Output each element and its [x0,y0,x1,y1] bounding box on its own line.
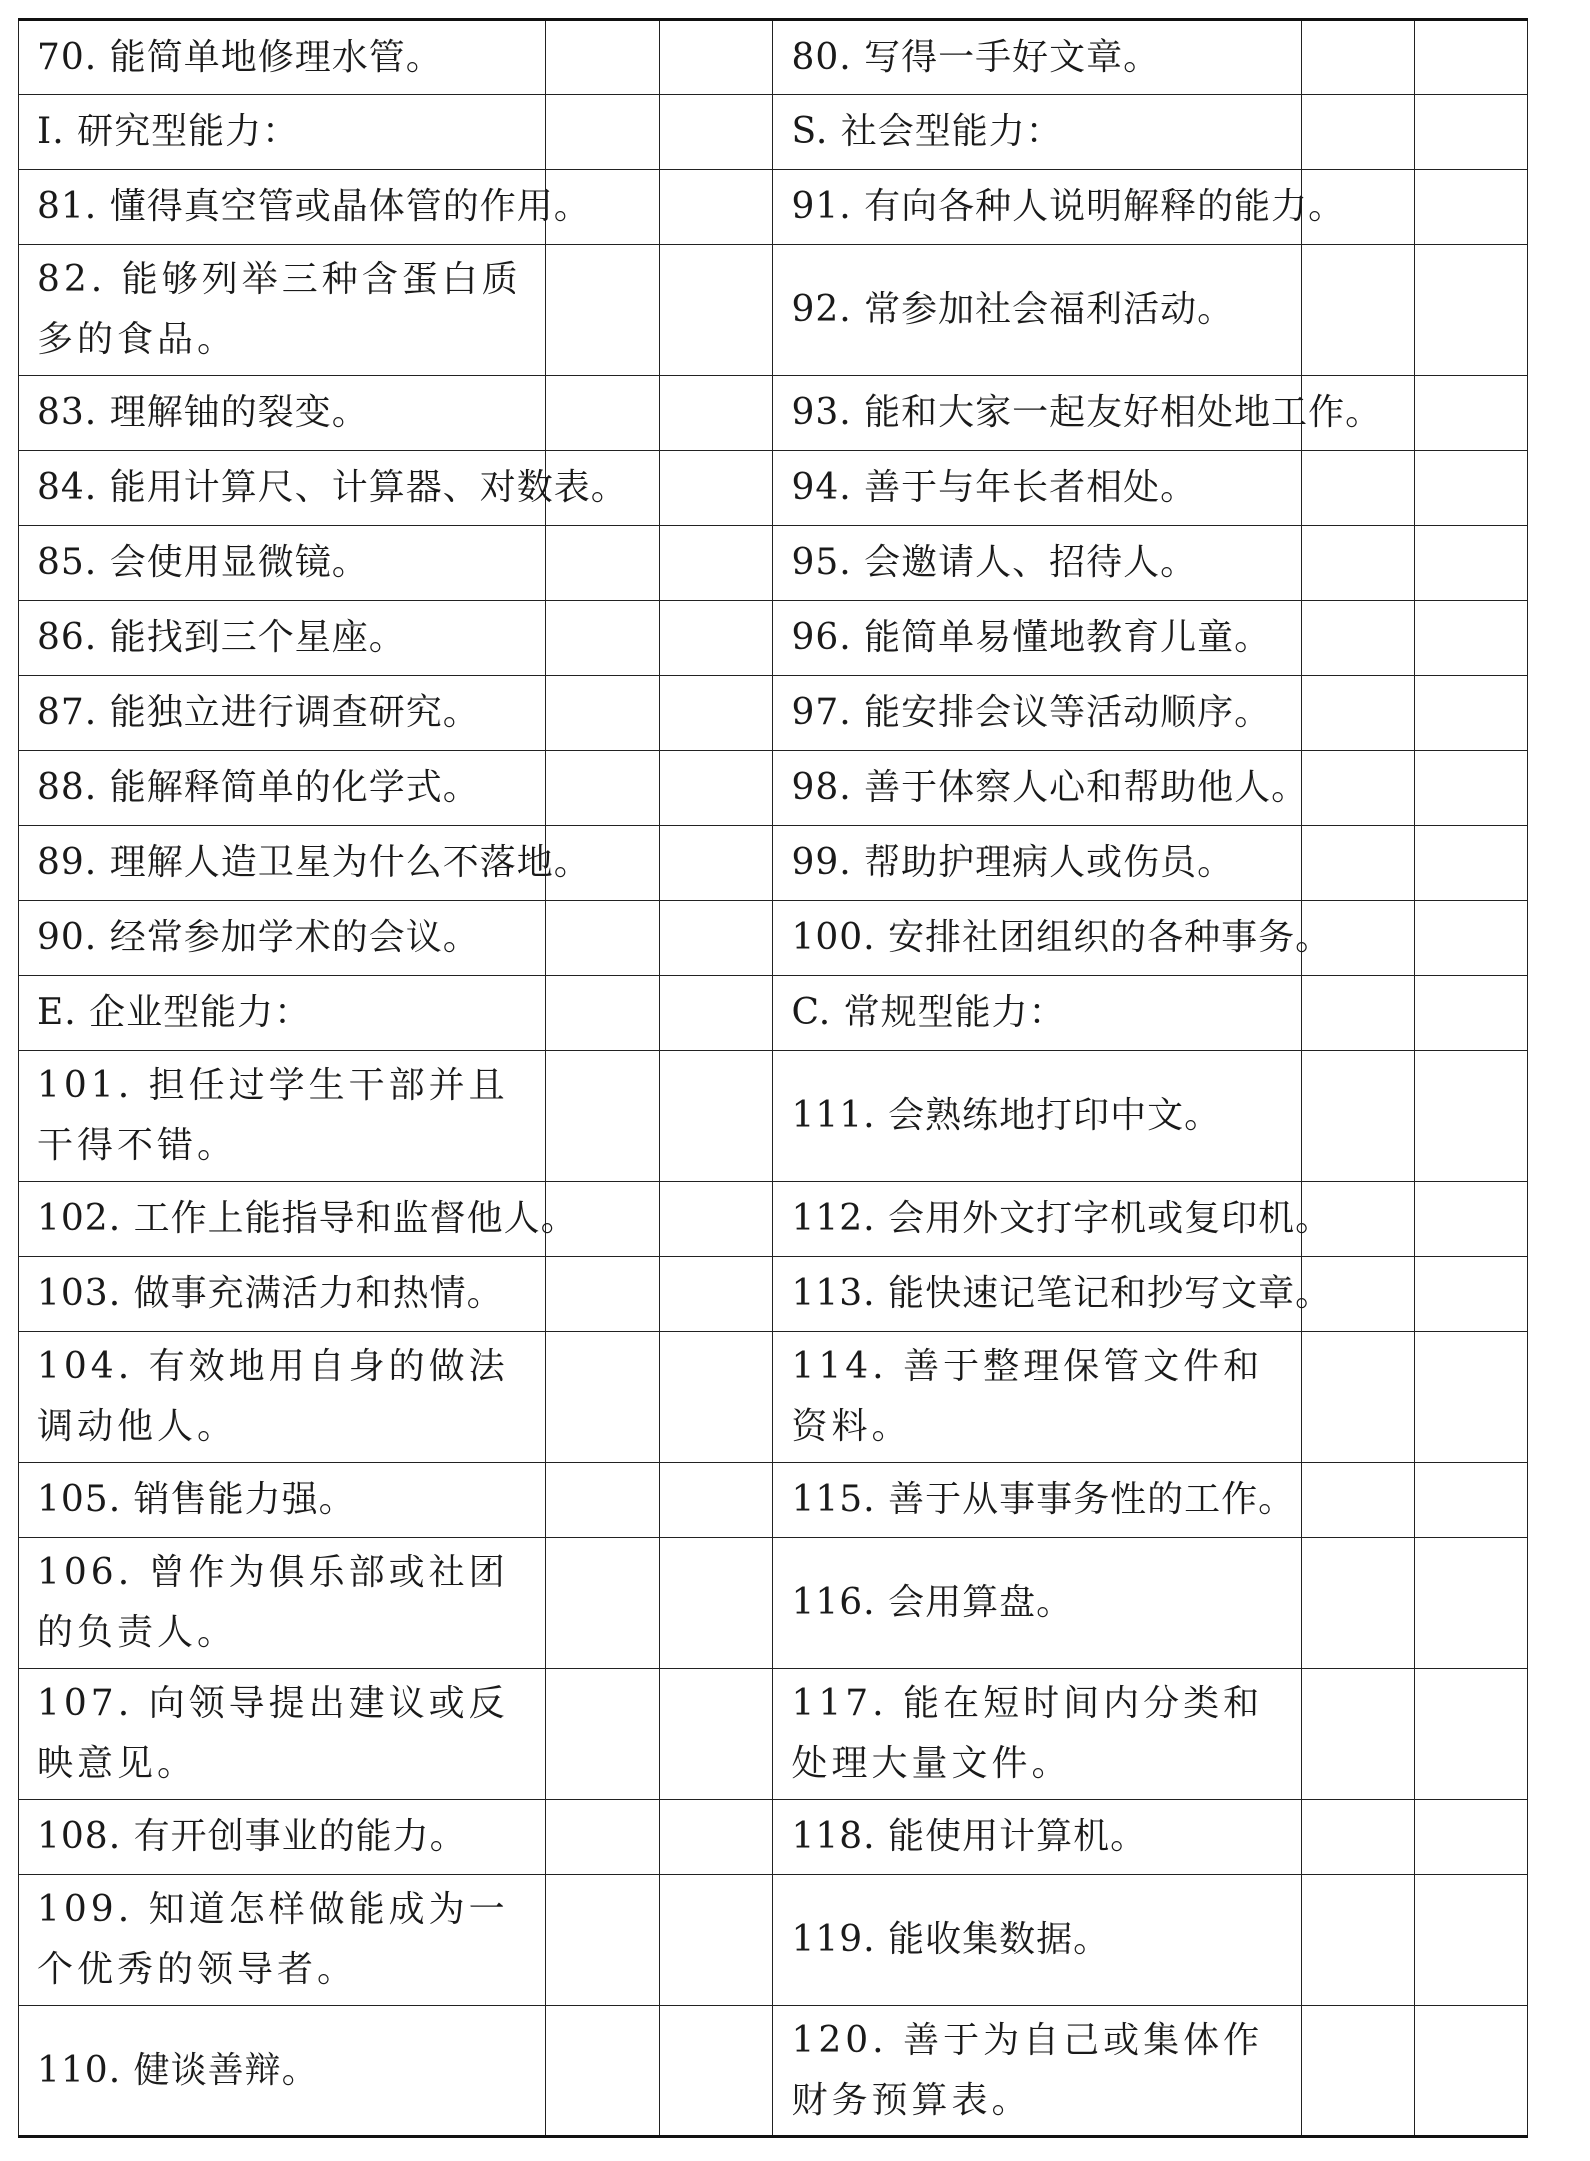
item-label: 107. 向领导提出建议或反映意见。 [37,1683,509,1784]
answer-box-left-2[interactable] [660,1875,773,2006]
answer-box-right-1[interactable] [1301,20,1414,95]
item-text-left [19,376,546,451]
section-header-row [19,976,1528,1051]
table-row [19,1875,1528,2006]
answer-box-left-1[interactable] [546,526,660,601]
item-label: 83. 理解铀的裂变。 [37,392,369,433]
item-label: 96. 能简单易懂地教育儿童。 [791,617,1272,658]
item-text-left [19,1669,546,1800]
answer-box-right-2[interactable] [1414,901,1527,976]
answer-box-right-1[interactable] [1301,1875,1414,2006]
table-row [19,1182,1528,1257]
item-label: 99. 帮助护理病人或伤员。 [791,842,1235,883]
answer-box-left-1[interactable] [546,2006,660,2137]
answer-box-left-2 [660,95,773,170]
answer-box-right-1[interactable] [1301,1051,1414,1182]
answer-box-left-2[interactable] [660,1463,773,1538]
answer-box-left-2[interactable] [660,1182,773,1257]
answer-box-left-2[interactable] [660,170,773,245]
answer-box-left-1[interactable] [546,901,660,976]
item-label: 95. 会邀请人、招待人。 [791,542,1198,583]
item-label: 92. 常参加社会福利活动。 [791,289,1235,330]
section-label: I. 研究型能力： [37,111,300,152]
table-row [19,20,1528,95]
item-label: 110. 健谈善辩。 [37,2049,319,2091]
item-label: 102. 工作上能指导和监督他人。 [37,1198,578,1239]
answer-box-right-1[interactable] [1301,1800,1414,1875]
item-label: 118. 能使用计算机。 [791,1816,1148,1857]
table-row [19,1257,1528,1332]
table-row [19,1538,1528,1669]
item-text-left [19,1463,546,1538]
answer-box-right-1[interactable] [1301,1463,1414,1538]
answer-box-left-2[interactable] [660,1669,773,1800]
section-title-left [19,95,546,170]
table-row [19,2006,1528,2137]
item-label: 116. 会用算盘。 [791,1582,1074,1623]
table-row [19,1800,1528,1875]
answer-box-left-2[interactable] [660,526,773,601]
table-row [19,901,1528,976]
item-label: 120. 善于为自己或集体作财务预算表。 [791,2019,1264,2121]
table-row [19,170,1528,245]
section-label: C. 常规型能力： [791,992,1066,1033]
item-label: 101. 担任过学生干部并且干得不错。 [37,1065,509,1166]
item-text-right [773,1257,1333,1332]
ability-checklist-table [18,18,1528,2138]
table-row [19,1669,1528,1800]
item-text-right [773,526,1301,601]
item-text-right [773,601,1301,676]
item-text-right [773,901,1333,976]
item-label: 98. 善于体察人心和帮助他人。 [791,767,1309,808]
item-text-left [19,451,628,526]
section-header-row [19,95,1528,170]
item-text-right [773,1669,1301,1800]
item-text-left [19,1182,578,1257]
answer-box-right-1[interactable] [1301,676,1414,751]
section-label: S. 社会型能力： [791,111,1063,152]
answer-box-right-2 [1414,976,1527,1051]
item-label: 85. 会使用显微镜。 [37,542,369,583]
answer-box-right-2[interactable] [1414,1182,1527,1257]
item-label: 97. 能安排会议等活动顺序。 [791,692,1272,733]
item-text-right [773,1463,1301,1538]
answer-box-right-1[interactable] [1301,451,1414,526]
answer-box-left-1 [546,95,660,170]
table-body [19,20,1528,2137]
item-label: 84. 能用计算尺、计算器、对数表。 [37,467,628,508]
answer-box-right-2[interactable] [1414,526,1527,601]
item-text-left [19,1051,546,1182]
answer-box-right-2[interactable] [1414,1669,1527,1800]
item-text-right [773,376,1383,451]
answer-box-right-2[interactable] [1414,1257,1527,1332]
answer-box-right-2[interactable] [1414,601,1527,676]
answer-box-left-1[interactable] [546,751,660,826]
answer-box-right-1[interactable] [1301,2006,1414,2137]
answer-box-right-1[interactable] [1301,601,1414,676]
answer-box-right-2[interactable] [1414,376,1527,451]
item-text-left [19,245,546,376]
item-text-right [773,676,1301,751]
table-row [19,376,1528,451]
item-text-right [773,1182,1333,1257]
item-label: 89. 理解人造卫星为什么不落地。 [37,842,591,883]
item-label: 103. 做事充满活力和热情。 [37,1273,504,1314]
item-text-left [19,526,546,601]
item-label: 111. 会熟练地打印中文。 [791,1095,1222,1136]
answer-box-left-2[interactable] [660,676,773,751]
answer-box-left-2[interactable] [660,245,773,376]
answer-box-right-2[interactable] [1414,20,1527,95]
item-text-left [19,1332,546,1463]
answer-box-right-2[interactable] [1414,676,1527,751]
answer-box-right-2[interactable] [1414,1800,1527,1875]
answer-box-right-1[interactable] [1301,1669,1414,1800]
item-label: 91. 有向各种人说明解释的能力。 [791,186,1346,227]
section-title-right [773,95,1301,170]
answer-box-left-1[interactable] [546,1257,660,1332]
item-label: 90. 经常参加学术的会议。 [37,917,480,958]
item-text-right [773,1800,1301,1875]
table-row [19,751,1528,826]
answer-box-right-2[interactable] [1414,2006,1527,2137]
answer-box-left-1[interactable] [546,376,660,451]
item-label: 106. 曾作为俱乐部或社团的负责人。 [37,1552,509,1653]
item-text-right [773,1051,1301,1182]
item-label: 81. 懂得真空管或晶体管的作用。 [37,186,591,227]
item-label: 87. 能独立进行调查研究。 [37,692,480,733]
table-row [19,526,1528,601]
answer-box-left-1[interactable] [546,245,660,376]
item-text-right [773,245,1301,376]
answer-box-right-2[interactable] [1414,1463,1527,1538]
answer-box-right-1 [1301,976,1414,1051]
answer-box-right-1[interactable] [1301,751,1414,826]
item-text-right [773,20,1301,95]
answer-box-right-1[interactable] [1301,1538,1414,1669]
item-text-left [19,1875,546,2006]
item-label: 108. 有开创事业的能力。 [37,1816,467,1857]
item-label: 88. 能解释简单的化学式。 [37,767,480,808]
answer-box-right-2[interactable] [1414,1051,1527,1182]
item-label: 94. 善于与年长者相处。 [791,467,1198,508]
item-text-left [19,901,546,976]
answer-box-left-2[interactable] [660,1800,773,1875]
item-text-left [19,751,546,826]
item-text-left [19,1538,546,1669]
answer-box-left-2[interactable] [660,2006,773,2137]
answer-box-left-2[interactable] [660,901,773,976]
item-text-right [773,1332,1301,1463]
table-row [19,245,1528,376]
answer-box-left-2[interactable] [660,376,773,451]
answer-box-right-2[interactable] [1414,170,1527,245]
item-text-left [19,20,546,95]
answer-box-left-2[interactable] [660,1332,773,1463]
item-label: 119. 能收集数据。 [791,1919,1111,1960]
answer-box-right-2[interactable] [1414,1332,1527,1463]
answer-box-right-1[interactable] [1301,526,1414,601]
item-text-left [19,601,546,676]
item-label: 93. 能和大家一起友好相处地工作。 [791,392,1383,433]
answer-box-left-1[interactable] [546,1800,660,1875]
item-text-right [773,1875,1301,2006]
item-label: 100. 安排社团组织的各种事务。 [791,917,1333,958]
table-row [19,1051,1528,1182]
answer-box-left-2 [660,976,773,1051]
answer-box-left-2[interactable] [660,1051,773,1182]
answer-box-right-2[interactable] [1414,245,1527,376]
item-label: 109. 知道怎样做能成为一个优秀的领导者。 [37,1889,509,1990]
item-text-right [773,751,1309,826]
answer-box-right-1 [1301,95,1414,170]
answer-box-left-2[interactable] [660,1538,773,1669]
item-label: 104. 有效地用自身的做法调动他人。 [37,1346,509,1447]
item-label: 113. 能快速记笔记和抄写文章。 [791,1273,1333,1314]
answer-box-right-1[interactable] [1301,1332,1414,1463]
answer-box-left-2[interactable] [660,1257,773,1332]
item-text-right [773,1538,1301,1669]
item-text-left [19,170,591,245]
item-label: 114. 善于整理保管文件和资料。 [791,1346,1264,1447]
item-label: 117. 能在短时间内分类和处理大量文件。 [791,1683,1264,1784]
answer-box-left-1[interactable] [546,20,660,95]
section-title-left [19,976,546,1051]
answer-box-right-2[interactable] [1414,826,1527,901]
table-row [19,1463,1528,1538]
answer-box-left-2[interactable] [660,451,773,526]
answer-box-right-2[interactable] [1414,751,1527,826]
answer-box-left-2[interactable] [660,826,773,901]
answer-box-right-2[interactable] [1414,1538,1527,1669]
item-text-left [19,1800,546,1875]
answer-box-left-2[interactable] [660,601,773,676]
answer-box-left-1[interactable] [546,1538,660,1669]
answer-box-left-2[interactable] [660,20,773,95]
answer-box-left-1[interactable] [546,601,660,676]
answer-box-left-1 [546,976,660,1051]
item-text-left [19,2006,546,2137]
answer-box-left-1[interactable] [546,1669,660,1800]
item-text-left [19,676,546,751]
answer-box-left-1[interactable] [546,1463,660,1538]
answer-box-right-2[interactable] [1414,451,1527,526]
item-label: 115. 善于从事事务性的工作。 [791,1479,1296,1520]
answer-box-right-2[interactable] [1414,1875,1527,2006]
answer-box-right-2 [1414,95,1527,170]
item-text-left [19,1257,546,1332]
table-row [19,1332,1528,1463]
item-text-right [773,2006,1301,2137]
item-text-right [773,170,1346,245]
answer-box-left-1[interactable] [546,1875,660,2006]
item-label: 80. 写得一手好文章。 [791,36,1161,78]
answer-box-left-1[interactable] [546,676,660,751]
answer-box-right-1[interactable] [1301,245,1414,376]
answer-box-left-1[interactable] [546,1051,660,1182]
table-row [19,676,1528,751]
answer-box-left-2[interactable] [660,751,773,826]
table-row [19,826,1528,901]
table-row [19,451,1528,526]
item-text-left [19,826,591,901]
item-label: 70. 能简单地修理水管。 [37,36,443,78]
item-label: 86. 能找到三个星座。 [37,617,406,658]
section-label: E. 企业型能力： [37,992,312,1033]
table-row [19,601,1528,676]
item-text-right [773,451,1301,526]
answer-box-right-1[interactable] [1301,826,1414,901]
item-text-right [773,826,1301,901]
item-label: 82. 能够列举三种含蛋白质多的食品。 [37,259,522,360]
answer-box-left-1[interactable] [546,1332,660,1463]
item-label: 112. 会用外文打字机或复印机。 [791,1198,1333,1239]
item-label: 105. 销售能力强。 [37,1479,356,1520]
section-title-right [773,976,1301,1051]
